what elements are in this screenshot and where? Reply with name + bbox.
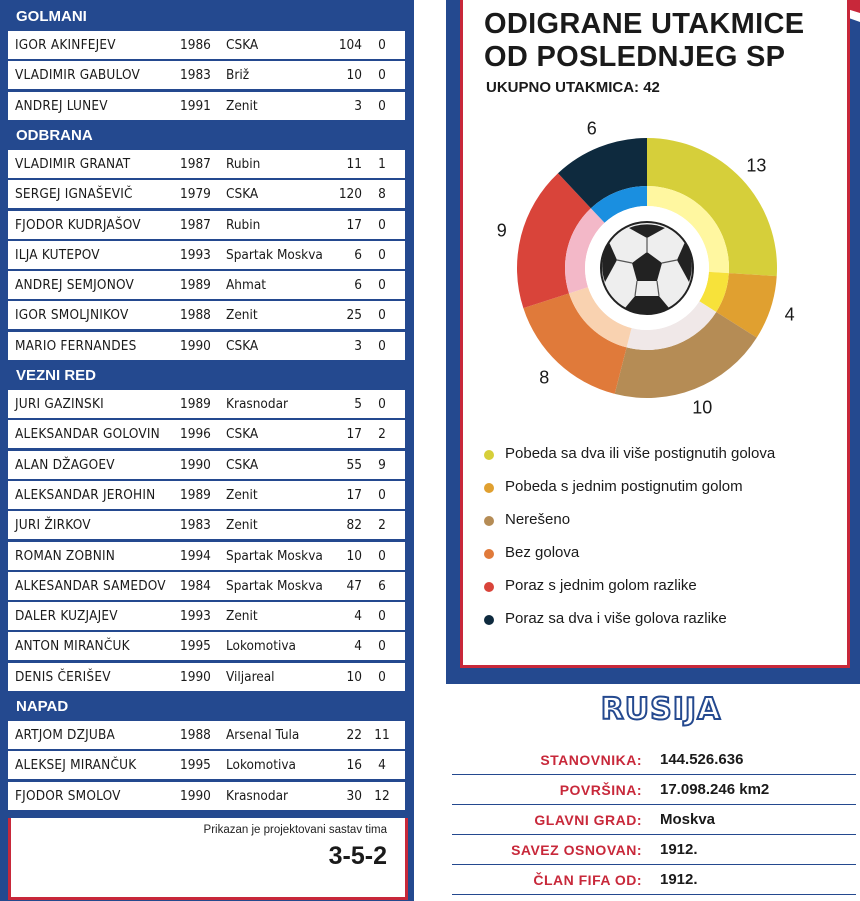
goals: 0: [378, 396, 386, 412]
birth-year: 1995: [180, 757, 211, 774]
birth-year: 1993: [180, 608, 211, 625]
birth-year: 1988: [180, 307, 211, 324]
goals: 4: [378, 757, 386, 774]
club: Zenit: [226, 307, 258, 324]
birth-year: 1994: [180, 547, 211, 564]
table-row: [8, 602, 405, 630]
table-row: [8, 721, 405, 749]
table-row: [8, 751, 405, 779]
fact-label: POVRŠINA:: [559, 782, 642, 798]
birth-year: 1990: [180, 456, 211, 473]
fact-label: SAVEZ OSNOVAN:: [511, 842, 642, 858]
player-name: IGOR SMOLJNIKOV: [15, 307, 129, 324]
appearances: 3: [354, 97, 362, 114]
birth-year: 1979: [180, 186, 211, 203]
appearances: 82: [346, 517, 362, 534]
title-line-1: ODIGRANE UTAKMICE: [484, 8, 805, 40]
club: Spartak Moskva: [226, 577, 323, 594]
birth-year: 1987: [180, 155, 211, 172]
birth-year: 1984: [180, 577, 211, 594]
player-name: ANTON MIRANČUK: [15, 638, 130, 655]
total-matches: UKUPNO UTAKMICA: 42: [486, 79, 660, 96]
slice-value-label: 9: [496, 220, 507, 241]
goals: 0: [378, 37, 386, 53]
goals: 8: [378, 186, 386, 203]
appearances: 25: [346, 307, 362, 324]
fact-value: 1912.: [660, 871, 698, 888]
appearances: 120: [338, 186, 362, 203]
appearances: 4: [354, 608, 362, 625]
table-row: [8, 150, 405, 178]
player-name: ALAN DŽAGOEV: [15, 456, 115, 473]
birth-year: 1989: [180, 486, 211, 503]
table-row: [8, 31, 405, 59]
slice-value-label: 6: [586, 118, 597, 139]
table-row: [8, 61, 405, 89]
goals: 11: [374, 727, 390, 743]
legend-color-dot: [484, 516, 494, 526]
player-name: ALEKSANDAR JEROHIN: [15, 486, 156, 503]
section-header: NAPAD: [16, 698, 69, 715]
goals: 0: [378, 547, 386, 564]
appearances: 47: [346, 577, 362, 594]
legend-color-dot: [484, 483, 494, 493]
club: Briž: [226, 67, 250, 84]
club: Zenit: [226, 486, 258, 503]
goals: 0: [378, 337, 386, 354]
club: Arsenal Tula: [226, 727, 300, 743]
table-row: [8, 301, 405, 329]
legend-label: Pobeda s jednim postignutim golom: [505, 478, 743, 495]
goals: 0: [378, 216, 386, 233]
club: Ahmat: [226, 277, 267, 294]
club: Viljareal: [226, 668, 275, 685]
legend-label: Nerešeno: [505, 511, 571, 528]
section-header: GOLMANI: [16, 8, 87, 25]
formation-value: 3-5-2: [328, 842, 387, 870]
club: CSKA: [226, 337, 259, 354]
goals: 0: [378, 97, 386, 114]
appearances: 22: [346, 727, 362, 743]
club: Rubin: [226, 155, 261, 172]
birth-year: 1996: [180, 426, 211, 443]
goals: 0: [378, 246, 386, 263]
player-name: VLADIMIR GABULOV: [15, 67, 141, 84]
birth-year: 1988: [180, 727, 211, 743]
player-name: MARIO FERNANDES: [15, 337, 137, 354]
goals: 12: [374, 787, 390, 804]
table-row: [8, 332, 405, 360]
club: Lokomotiva: [226, 757, 296, 774]
legend-label: Bez golova: [505, 544, 580, 561]
birth-year: 1986: [180, 37, 211, 53]
player-name: JURI GAZINSKI: [15, 396, 104, 412]
table-row: [8, 271, 405, 299]
formation-box: [8, 818, 408, 900]
slice-value-label: 4: [784, 304, 795, 325]
player-name: ILJA KUTEPOV: [15, 246, 100, 263]
goals: 0: [378, 638, 386, 655]
goals: 2: [378, 517, 386, 534]
table-row: [8, 211, 405, 239]
fact-row: [452, 805, 856, 835]
goals: 6: [378, 577, 386, 594]
fact-value: Moskva: [660, 811, 716, 828]
slice-value-label: 8: [539, 367, 550, 388]
birth-year: 1990: [180, 668, 211, 685]
matches-donut-chart: [460, 110, 850, 430]
birth-year: 1990: [180, 787, 211, 804]
club: Zenit: [226, 517, 258, 534]
player-name: ARTJOM DZJUBA: [15, 727, 116, 743]
table-row: [8, 632, 405, 660]
club: Krasnodar: [226, 396, 288, 412]
club: Krasnodar: [226, 787, 288, 804]
country-name: RUSIJA: [600, 692, 722, 727]
player-name: ALKESANDAR SAMEDOV: [15, 577, 166, 594]
birth-year: 1995: [180, 638, 211, 655]
player-name: VLADIMIR GRANAT: [15, 155, 131, 172]
appearances: 3: [354, 337, 362, 354]
birth-year: 1989: [180, 396, 211, 412]
fact-row: [452, 745, 856, 775]
club: CSKA: [226, 37, 259, 53]
appearances: 11: [346, 155, 362, 172]
appearances: 17: [346, 426, 362, 443]
table-row: [8, 572, 405, 600]
table-row: [8, 92, 405, 120]
appearances: 10: [346, 547, 362, 564]
table-row: [8, 542, 405, 570]
club: Spartak Moskva: [226, 246, 323, 263]
goals: 0: [378, 486, 386, 503]
player-name: ANDREJ SEMJONOV: [15, 277, 135, 294]
birth-year: 1987: [180, 216, 211, 233]
player-name: IGOR AKINFEJEV: [15, 37, 116, 53]
birth-year: 1990: [180, 337, 211, 354]
table-row: [8, 451, 405, 479]
fact-value: 17.098.246 km2: [660, 781, 770, 798]
section-header: VEZNI RED: [16, 367, 97, 384]
appearances: 17: [346, 486, 362, 503]
player-name: ALEKSANDAR GOLOVIN: [15, 426, 160, 443]
birth-year: 1993: [180, 246, 211, 263]
legend-label: Poraz sa dva i više golova razlike: [505, 610, 727, 627]
birth-year: 1983: [180, 67, 211, 84]
appearances: 6: [354, 277, 362, 294]
legend-color-dot: [484, 450, 494, 460]
player-name: ANDREJ LUNEV: [15, 97, 108, 114]
slice-value-label: 13: [746, 155, 767, 176]
section-header: ODBRANA: [16, 126, 93, 144]
player-name: SERGEJ IGNAŠEVIČ: [15, 186, 133, 203]
appearances: 17: [346, 216, 362, 233]
legend-label: Poraz s jednim golom razlike: [505, 577, 697, 594]
club: CSKA: [226, 186, 259, 203]
slice-value-label: 10: [692, 397, 713, 418]
table-row: [8, 241, 405, 269]
club: Zenit: [226, 608, 258, 625]
club: CSKA: [226, 456, 259, 473]
goals: 9: [378, 456, 386, 473]
table-row: [8, 180, 405, 208]
goals: 0: [378, 67, 386, 84]
appearances: 10: [346, 67, 362, 84]
club: Zenit: [226, 97, 258, 114]
fact-value: 1912.: [660, 841, 698, 858]
club: Lokomotiva: [226, 638, 296, 655]
club: CSKA: [226, 426, 259, 443]
infographic-title: [484, 8, 804, 74]
legend-color-dot: [484, 582, 494, 592]
fact-row: [452, 775, 856, 805]
fact-label: STANOVNIKA:: [540, 752, 642, 768]
goals: 0: [378, 608, 386, 625]
appearances: 104: [338, 37, 362, 53]
club: Rubin: [226, 216, 261, 233]
goals: 0: [378, 668, 386, 685]
player-name: FJODOR KUDRJAŠOV: [15, 216, 141, 233]
table-row: [8, 511, 405, 539]
goals: 2: [378, 426, 386, 443]
appearances: 5: [354, 396, 362, 412]
birth-year: 1983: [180, 517, 211, 534]
appearances: 10: [346, 668, 362, 685]
player-name: DALER KUZJAJEV: [15, 608, 118, 625]
appearances: 16: [346, 757, 362, 774]
fact-row: [452, 865, 856, 895]
player-name: DENIS ČERIŠEV: [15, 668, 111, 685]
player-name: ROMAN ZOBNIN: [15, 547, 116, 564]
appearances: 30: [346, 787, 362, 804]
appearances: 6: [354, 246, 362, 263]
table-row: [8, 420, 405, 448]
fact-row: [452, 835, 856, 865]
birth-year: 1991: [180, 97, 211, 114]
table-row: [8, 782, 405, 810]
appearances: 55: [346, 456, 362, 473]
table-row: [8, 663, 405, 691]
soccer-ball-icon: [601, 222, 693, 314]
goals: 0: [378, 277, 386, 294]
player-name: ALEKSEJ MIRANČUK: [15, 757, 137, 774]
table-row: [8, 390, 405, 418]
goals: 1: [378, 155, 386, 172]
legend-color-dot: [484, 549, 494, 559]
goals: 0: [378, 307, 386, 324]
player-name: JURI ŽIRKOV: [15, 517, 91, 534]
formation-note: Prikazan je projektovani sastav tima: [203, 824, 387, 836]
fact-value: 144.526.636: [660, 751, 744, 768]
legend-color-dot: [484, 615, 494, 625]
appearances: 4: [354, 638, 362, 655]
birth-year: 1989: [180, 277, 211, 294]
legend-label: Pobeda sa dva ili više postignutih golova: [505, 445, 776, 462]
fact-label: GLAVNI GRAD:: [534, 812, 642, 828]
fact-label: ČLAN FIFA OD:: [533, 872, 642, 888]
table-row: [8, 481, 405, 509]
club: Spartak Moskva: [226, 547, 323, 564]
player-name: FJODOR SMOLOV: [15, 787, 121, 804]
title-line-2: OD POSLEDNJEG SP: [484, 41, 786, 73]
